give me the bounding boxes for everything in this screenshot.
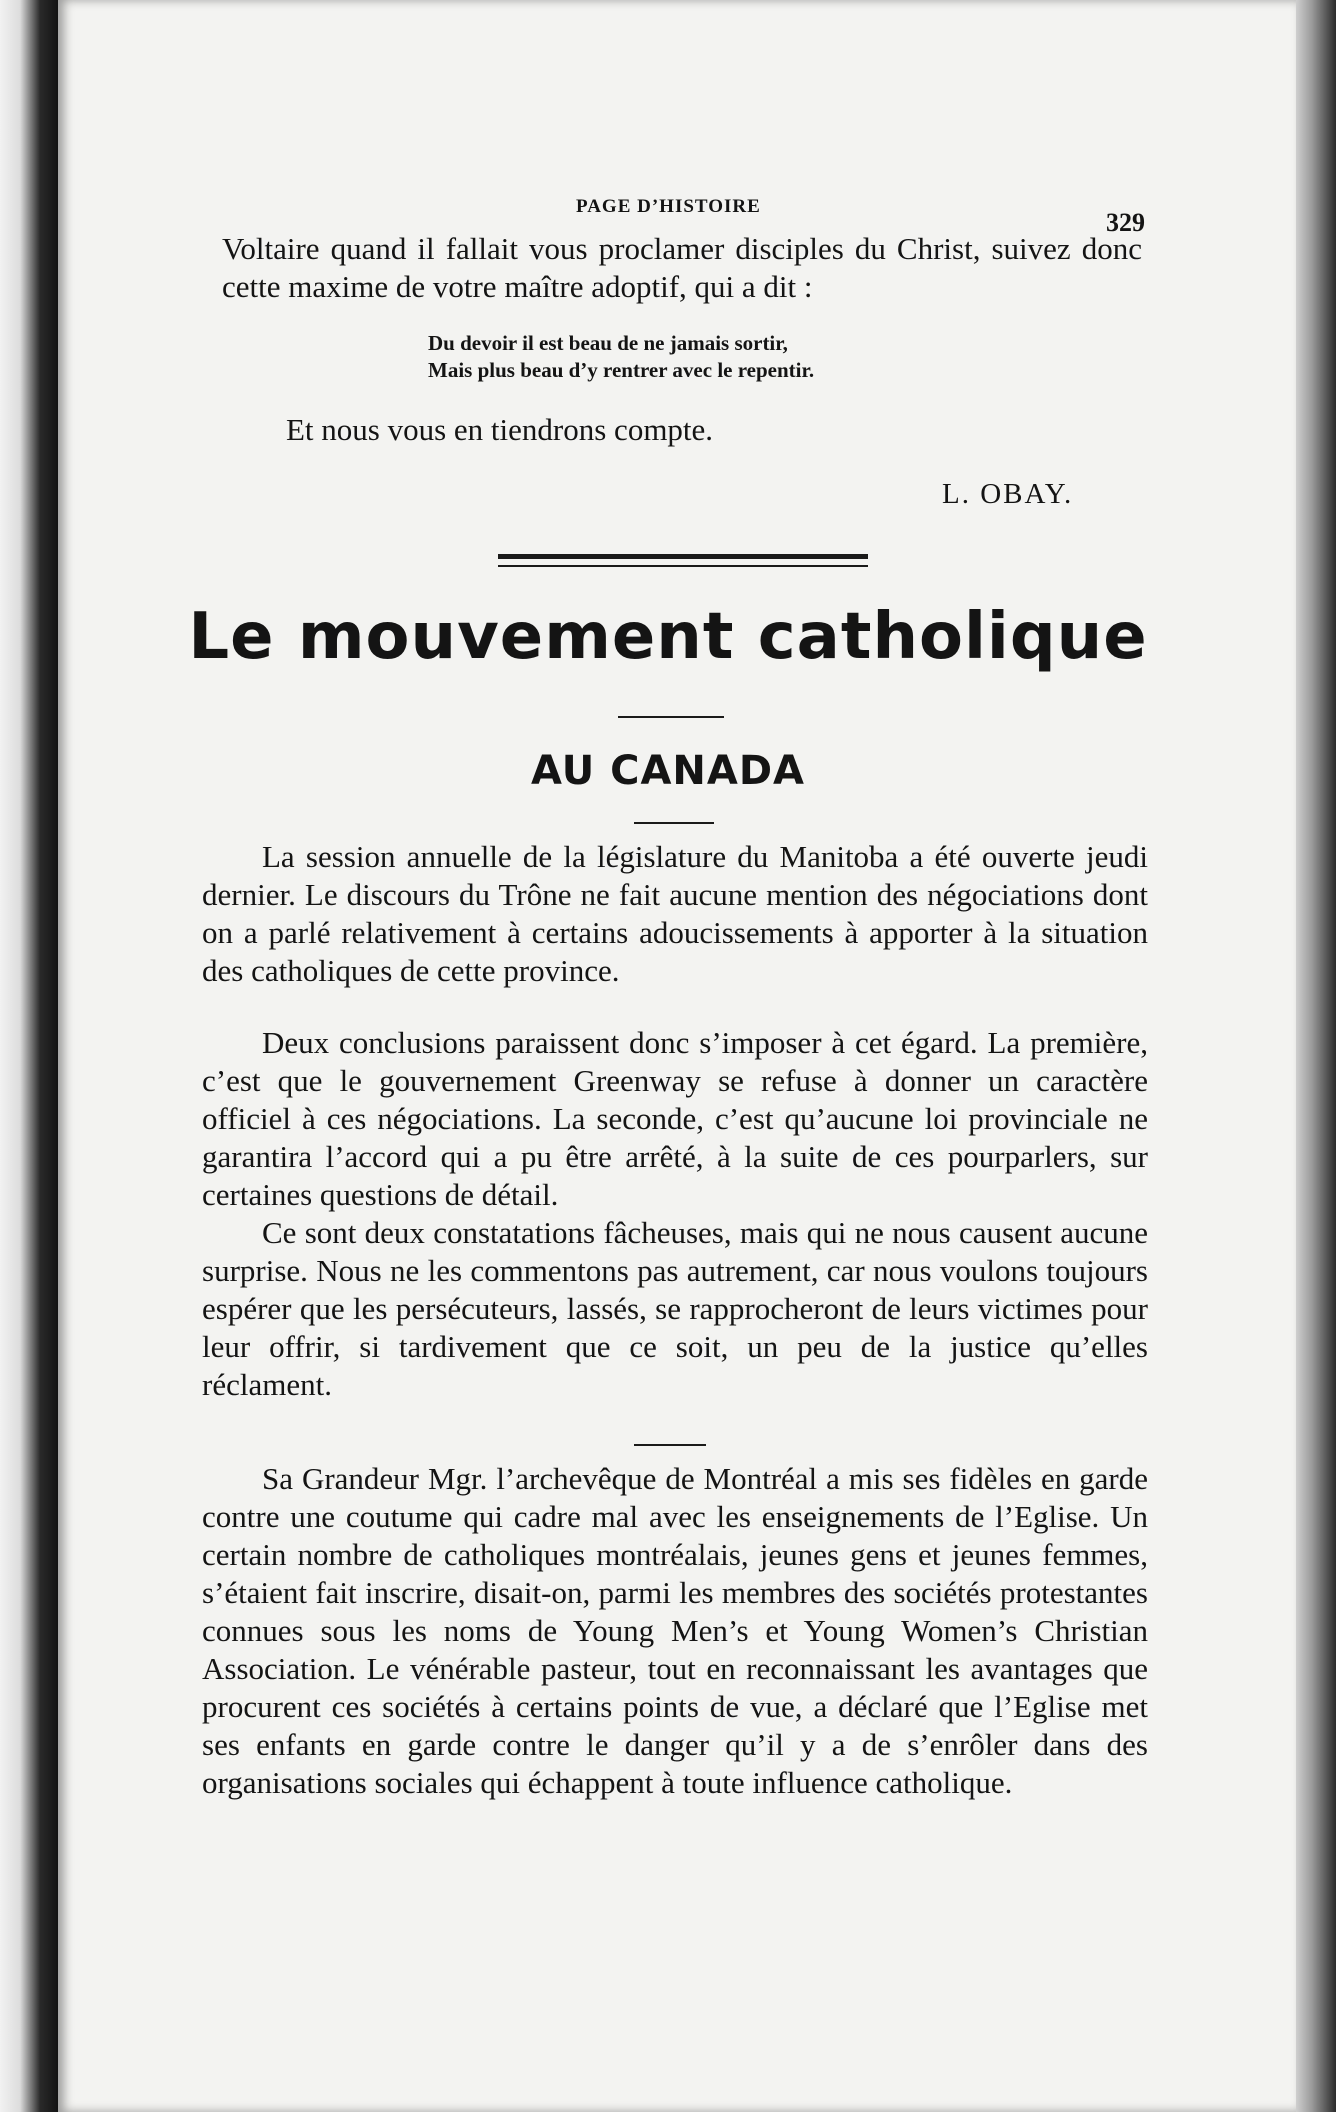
verse-line: Mais plus beau d’y rentrer avec le repentir. bbox=[428, 358, 815, 382]
page-stack-edge bbox=[1296, 0, 1336, 2112]
subtitle-rule bbox=[634, 822, 714, 824]
article-paragraph: Deux conclusions paraissent donc s’imposer à cet égard. La première, c’est que le gouvernement Greenway se refuse à donner un caractère officiel à ces négociations. La seconde, c’est qu’aucune loi provinciale ne garantira l’accord qui a pu être arrêté, à la suite de ces pourparlers, sur certaines questions de détail. bbox=[202, 1025, 1148, 1212]
book-page bbox=[58, 0, 1296, 2112]
article-paragraph: La session annuelle de la législature du Manitoba a été ouverte jeudi dernier. Le discours du Trône ne fait aucune mention des négociations dont on a parlé relativement à certains adoucissements à apporter à la situation des catholiques de cette province. bbox=[202, 839, 1148, 988]
article-title: Le mouvement catholique bbox=[188, 600, 1148, 674]
facing-page-edge bbox=[0, 0, 60, 2112]
section-divider bbox=[498, 554, 868, 567]
article-paragraph: Ce sont deux constatations fâcheuses, mais qui ne nous causent aucune surprise. Nous ne les commentons pas autrement, car nous voulons toujours espérer que les persécuteurs, lassés, se rapprocheront de leurs victimes pour leur offrir, si tardivement que ce soit, un peu de la justice qu’elles réclament. bbox=[202, 1215, 1148, 1402]
title-rule bbox=[618, 716, 724, 718]
author-signature: L. OBAY. bbox=[942, 478, 1074, 510]
continuation-paragraph: Voltaire quand il fallait vous proclamer disciples du Christ, suivez donc cette maxime de votre maître adoptif, qui a dit : bbox=[222, 231, 1142, 304]
closing-sentence: Et nous vous en tiendrons compte. bbox=[286, 412, 714, 447]
running-head: PAGE D’HISTOIRE bbox=[576, 196, 761, 217]
verse-line: Du devoir il est beau de ne jamais sortir, bbox=[428, 331, 788, 355]
page-number: 329 bbox=[1106, 208, 1145, 237]
article-subtitle: AU CANADA bbox=[530, 748, 806, 794]
previous-article-ending bbox=[222, 230, 1142, 306]
article-paragraph: Sa Grandeur Mgr. l’archevêque de Montréal a mis ses fidèles en garde contre une coutume qui cadre mal avec les enseignements de l’Eglise. Un certain nombre de catholiques montréalais, jeunes gens et jeunes femmes, s’étaient fait inscrire, disait-on, parmi les membres des sociétés protestantes connues sous les noms de Young Men’s et Young Women’s Christian Association. Le vénérable pasteur, tout en reconnaissant les avantages que procurent ces sociétés à certains points de vue, a déclaré que l’Eglise met ses enfants en garde contre le danger qu’il y a de s’enrôler dans des organisations sociales qui échappent à toute influence catholique. bbox=[202, 1461, 1148, 1800]
paragraph-separator-rule bbox=[634, 1444, 706, 1446]
verse-quote bbox=[428, 330, 814, 384]
